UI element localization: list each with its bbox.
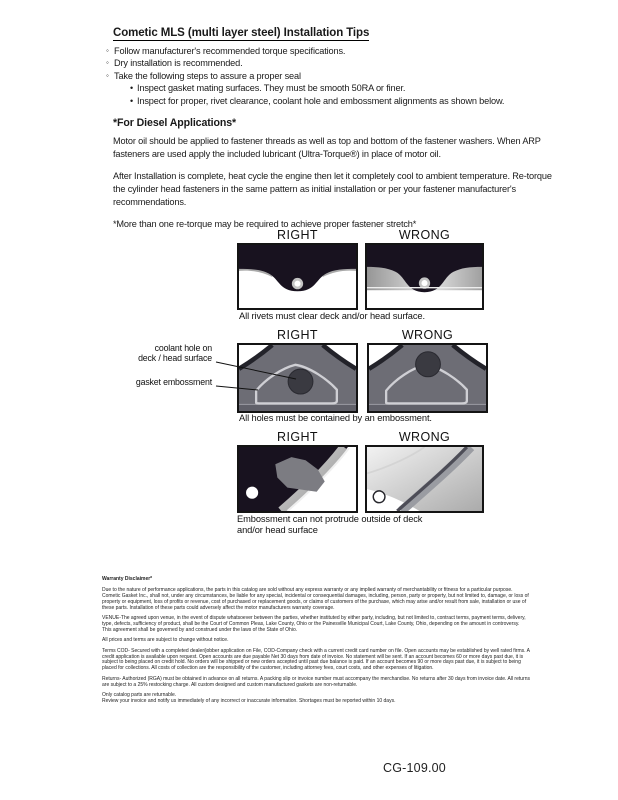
- diagram3-caption: [237, 514, 422, 535]
- filled-bullet-icon: •: [130, 95, 134, 106]
- bolt-hole: [373, 491, 385, 503]
- tip-sub-bullet: [106, 95, 566, 107]
- tip-bullet: [106, 70, 566, 82]
- diagram2-wrong-illustration: [367, 343, 488, 413]
- tip-bullet: [106, 45, 566, 57]
- diagram2-right-illustration: [237, 343, 358, 413]
- tip-bullet: [106, 57, 566, 69]
- callout-text: gasket embossment: [135, 377, 212, 387]
- diagram3-wrong-label: WRONG: [398, 430, 451, 444]
- diagram3-right-label: RIGHT: [277, 430, 318, 444]
- tip-sub-bullet: [106, 82, 566, 94]
- legal-paragraph: Due to the nature of performance applications, the parts in this catalog are sold without any express warranty or any implied warranty of merchantability or fitness for a particular purpose. Cometic Gasket Inc., shall not, under any circumstances, be liable for any special, incidental or consequential damages, including, person, party or property, but not limited to, damage, or loss of property or equipment, loss of profits or revenue, cost of purchased or replacement goods, or claims of customers of the purchase, which may arise and/or result from sale, installation or use of these parts. Installation of these parts could adversely affect the motor manufacturers warranty coverage.: [102, 586, 529, 611]
- deck-strip: [369, 404, 486, 411]
- embossment-protrusion-right-drawing: [239, 447, 356, 511]
- legal-paragraph: VENUE-The agreed upon venue, in the event of dispute whatsoever between the parties, whether instituted by either party, including, but not limited to, contract terms, payment terms, delivery, type, defects, sufficiency of product, shall be the Court of Common Pleas, Lake County, Ohio or the Painesville Municipal Court, Lake County, Ohio, depending on the amount in controversy.: [102, 615, 526, 627]
- diagram1-caption: All rivets must clear deck and/or head surface.: [239, 311, 425, 321]
- diesel-paragraph: After Installation is complete, heat cycle the engine then let it completely cool to ambient temperature. Re-torque the cylinder head fasteners in the same pattern as initial installation or per your fastener manufacturer's recommendations.: [113, 171, 552, 207]
- deck-strip: [239, 404, 356, 411]
- page-title: Cometic MLS (multi layer steel) Installation Tips: [113, 27, 370, 39]
- diagram3-wrong-illustration: [365, 445, 484, 513]
- diesel-applications-section: [113, 117, 557, 240]
- open-bullet-icon: ◦: [106, 70, 109, 80]
- diagram1-right-label: RIGHT: [277, 228, 318, 242]
- tip-text: Inspect for proper, rivet clearance, coolant hole and embossment alignments as shown below.: [137, 95, 505, 106]
- tip-text: Take the following steps to assure a proper seal: [114, 70, 301, 81]
- open-bullet-icon: ◦: [106, 58, 109, 68]
- warranty-disclaimer-section: [102, 577, 530, 709]
- legal-paragraph: This agreement shall be governed by and construed under the laws of the State of Ohio.: [102, 626, 298, 633]
- callout-text: deck / head surface: [138, 352, 212, 363]
- diagram2-wrong-label: WRONG: [401, 328, 454, 342]
- legal-paragraph: Returns- Authorized (RGA) must be obtained in advance on all returns. A packing slip or invoice number must accompany the merchandise. No returns after 30 days from invoice date. All returns are subject to a 25% restocking charge. All custom designed and custom manufactured gaskets are non-returnable.: [102, 675, 530, 688]
- embossment-protrusion-wrong-drawing: [367, 447, 482, 511]
- legal-paragraph: Terms COD- Secured with a completed dealer/jobber application on File, COD-Company check with a current credit card number on file. Open accounts may be established by well rated firms. A credit application is available upon request. Open accounts are due payable Net 30 days from date of invoice. No statement will be sent. If an account becomes 60 or more days past due, it is subject to being placed on credit hold. No orders will be shipped or new orders accepted until past due balance is paid. If an account becomes 90 or more days past due, it is subject to being placed for collections. All costs of collection are the responsibility of the customer, including attorney fees, court costs, and other expenses of litigation.: [102, 647, 530, 672]
- diesel-paragraph: *More than one re-torque may be required to achieve proper fastener stretch*: [113, 219, 417, 229]
- installation-tips-list: [106, 45, 566, 107]
- rivet-clearance-right-drawing: [239, 245, 356, 308]
- coolant-hole: [288, 369, 313, 394]
- legal-paragraph: All prices and terms are subject to change without notice.: [102, 637, 229, 644]
- diagram2-right-label: RIGHT: [277, 328, 318, 342]
- callout-text: coolant hole on: [154, 343, 212, 353]
- diagram1-wrong-illustration: [365, 243, 484, 310]
- legal-heading: Warranty Disclaimer*: [102, 576, 153, 582]
- tip-text: Follow manufacturer's recommended torque specifications.: [114, 46, 346, 56]
- diagram2-caption: All holes must be contained by an embossment.: [239, 413, 432, 423]
- legal-paragraph: Only catalog parts are returnable.: [102, 692, 177, 699]
- bolt-hole: [246, 487, 258, 499]
- coolant-hole: [416, 352, 441, 377]
- caption-line: Embossment can not protrude outside of deck: [237, 514, 423, 524]
- gasket-embossment-callout: [98, 378, 212, 388]
- page-code: CG-109.00: [383, 761, 446, 775]
- tip-text: Inspect gasket mating surfaces. They must be smooth 50RA or finer.: [137, 83, 406, 94]
- caption-line: and/or head surface: [237, 524, 318, 535]
- open-bullet-icon: ◦: [106, 46, 109, 55]
- rivet-center: [421, 280, 427, 286]
- rivet-center: [294, 281, 300, 287]
- legal-paragraph: Review your invoice and notify us immediately of any incorrect or inaccurate information. Shortages must be reported within 10 days.: [102, 698, 396, 704]
- tip-text: Dry installation is recommended.: [114, 58, 243, 69]
- diagram3-right-illustration: [237, 445, 358, 513]
- embossment-containment-wrong-drawing: [369, 345, 486, 411]
- diagram1-right-illustration: [237, 243, 358, 310]
- rivet-clearance-wrong-drawing: [367, 245, 482, 308]
- filled-bullet-icon: •: [130, 83, 134, 94]
- diesel-heading: *For Diesel Applications*: [113, 117, 237, 129]
- coolant-hole-callout: [98, 344, 212, 363]
- diagram1-wrong-label: WRONG: [398, 228, 451, 242]
- diesel-paragraph: Motor oil should be applied to fastener threads as well as top and bottom of the fastener washers. When ARP fasteners are used apply the included lubricant (Ultra-Torque®) in place of motor oil.: [113, 136, 541, 159]
- embossment-containment-right-drawing: [239, 345, 356, 411]
